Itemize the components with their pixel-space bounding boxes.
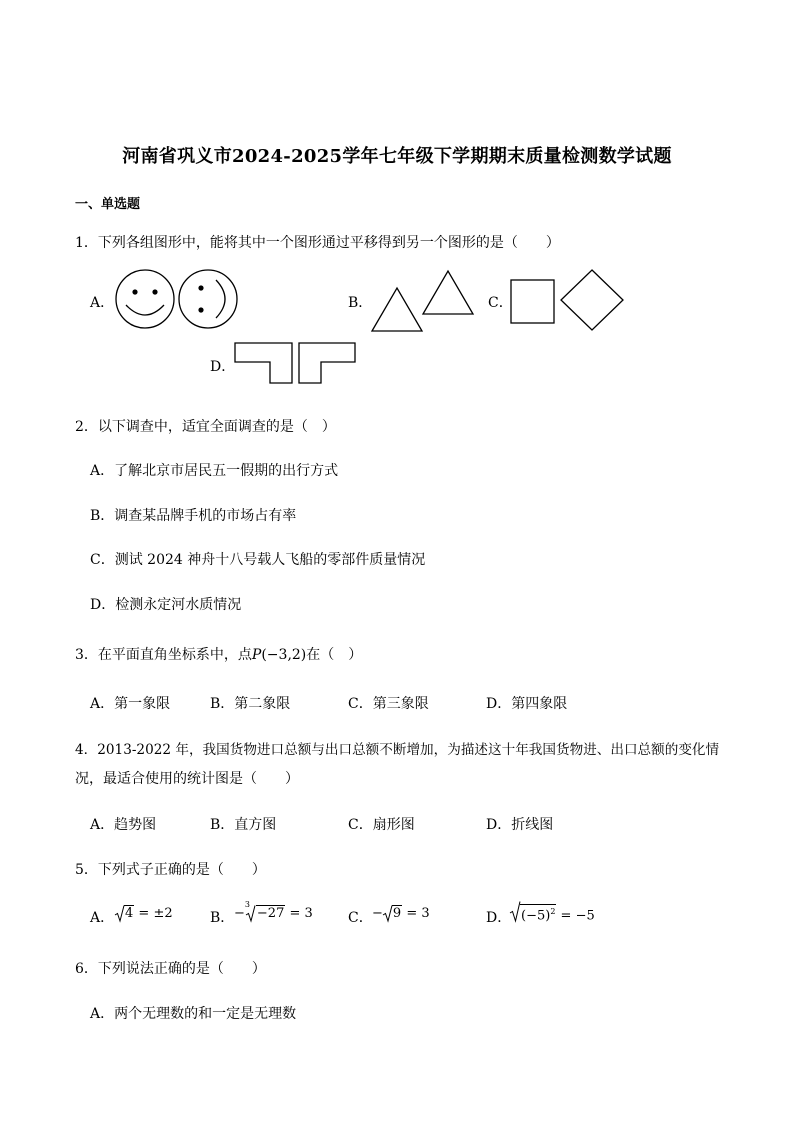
q1-option-c-square-and-diamond-figure	[510, 270, 626, 332]
q3-stem-after: 在（ ）	[306, 647, 363, 663]
q3-option-d[interactable]: D．第四象限	[486, 696, 568, 712]
q2-option-c[interactable]: C．测试 2024 神舟十八号载人飞船的零部件质量情况	[90, 552, 426, 568]
q3-point-name: P	[251, 647, 262, 663]
q1-option-b-label[interactable]: B．	[348, 295, 373, 311]
q3-option-b[interactable]: B．第二象限	[210, 696, 291, 712]
question-1-stem: 1．下列各组图形中，能将其中一个图形通过平移得到另一个图形的是（ ）	[75, 235, 560, 251]
q4-option-a[interactable]: A．趋势图	[90, 817, 157, 833]
q1-option-b-triangles-figure	[370, 268, 480, 334]
q1-option-d-l-shapes-figure	[234, 342, 358, 386]
q5-option-a-label[interactable]: A．	[90, 910, 115, 926]
section-heading: 一、单选题	[75, 197, 141, 212]
q5-option-b-expression: − 3 −27 = 3	[234, 900, 313, 921]
q1-option-d-label[interactable]: D．	[210, 359, 236, 375]
sqrt-sign-icon	[115, 905, 125, 923]
q4-option-c[interactable]: C．扇形图	[348, 817, 415, 833]
q4-option-b[interactable]: B．直方图	[210, 817, 277, 833]
q3-option-a[interactable]: A．第一象限	[90, 696, 171, 712]
q1-option-a-label[interactable]: A．	[90, 295, 115, 311]
q3-point-coords: (−3,2)	[261, 647, 307, 663]
question-3-stem	[75, 644, 362, 664]
q6-option-a[interactable]: A．两个无理数的和一定是无理数	[90, 1006, 297, 1022]
q2-option-d[interactable]: D．检测永定河水质情况	[90, 597, 242, 613]
q1-option-a-smiley-faces-figure	[114, 268, 240, 332]
question-6-stem: 6．下列说法正确的是（ ）	[75, 961, 266, 977]
cube-root-sign-icon	[246, 905, 256, 923]
q5-option-c-label[interactable]: C．	[348, 910, 373, 926]
q2-option-b[interactable]: B．调查某品牌手机的市场占有率	[90, 508, 297, 524]
question-4-stem-line-1: 4．2013-2022 年，我国货物进口总额与出口总额不断增加，为描述这十年我国货物进、出口总额的变化情	[75, 742, 720, 758]
q5-option-c-expression: − 9 = 3	[372, 906, 430, 921]
sqrt-sign-icon	[383, 905, 393, 923]
question-5-stem: 5．下列式子正确的是（ ）	[75, 862, 266, 878]
q5-option-b-label[interactable]: B．	[210, 910, 235, 926]
q5-option-a-expression: 4 = ±2	[115, 906, 173, 921]
question-2-stem: 2．以下调查中，适宜全面调查的是（ ）	[75, 419, 336, 435]
q4-option-d[interactable]: D．折线图	[486, 817, 554, 833]
sqrt-sign-icon	[510, 901, 521, 923]
q5-option-d-label[interactable]: D．	[486, 910, 512, 926]
q1-option-c-label[interactable]: C．	[488, 295, 513, 311]
q5-option-d-expression: $(-5)^2 = -5$	[510, 904, 595, 923]
q3-option-c[interactable]: C．第三象限	[348, 696, 429, 712]
page-title: 河南省巩义市2024-2025学年七年级下学期期末质量检测数学试题	[122, 146, 672, 167]
question-4-stem-line-2: 况，最适合使用的统计图是（ ）	[75, 771, 299, 787]
q3-stem-before: 3．在平面直角坐标系中，点	[75, 647, 252, 663]
q2-option-a[interactable]: A．了解北京市居民五一假期的出行方式	[90, 463, 339, 479]
